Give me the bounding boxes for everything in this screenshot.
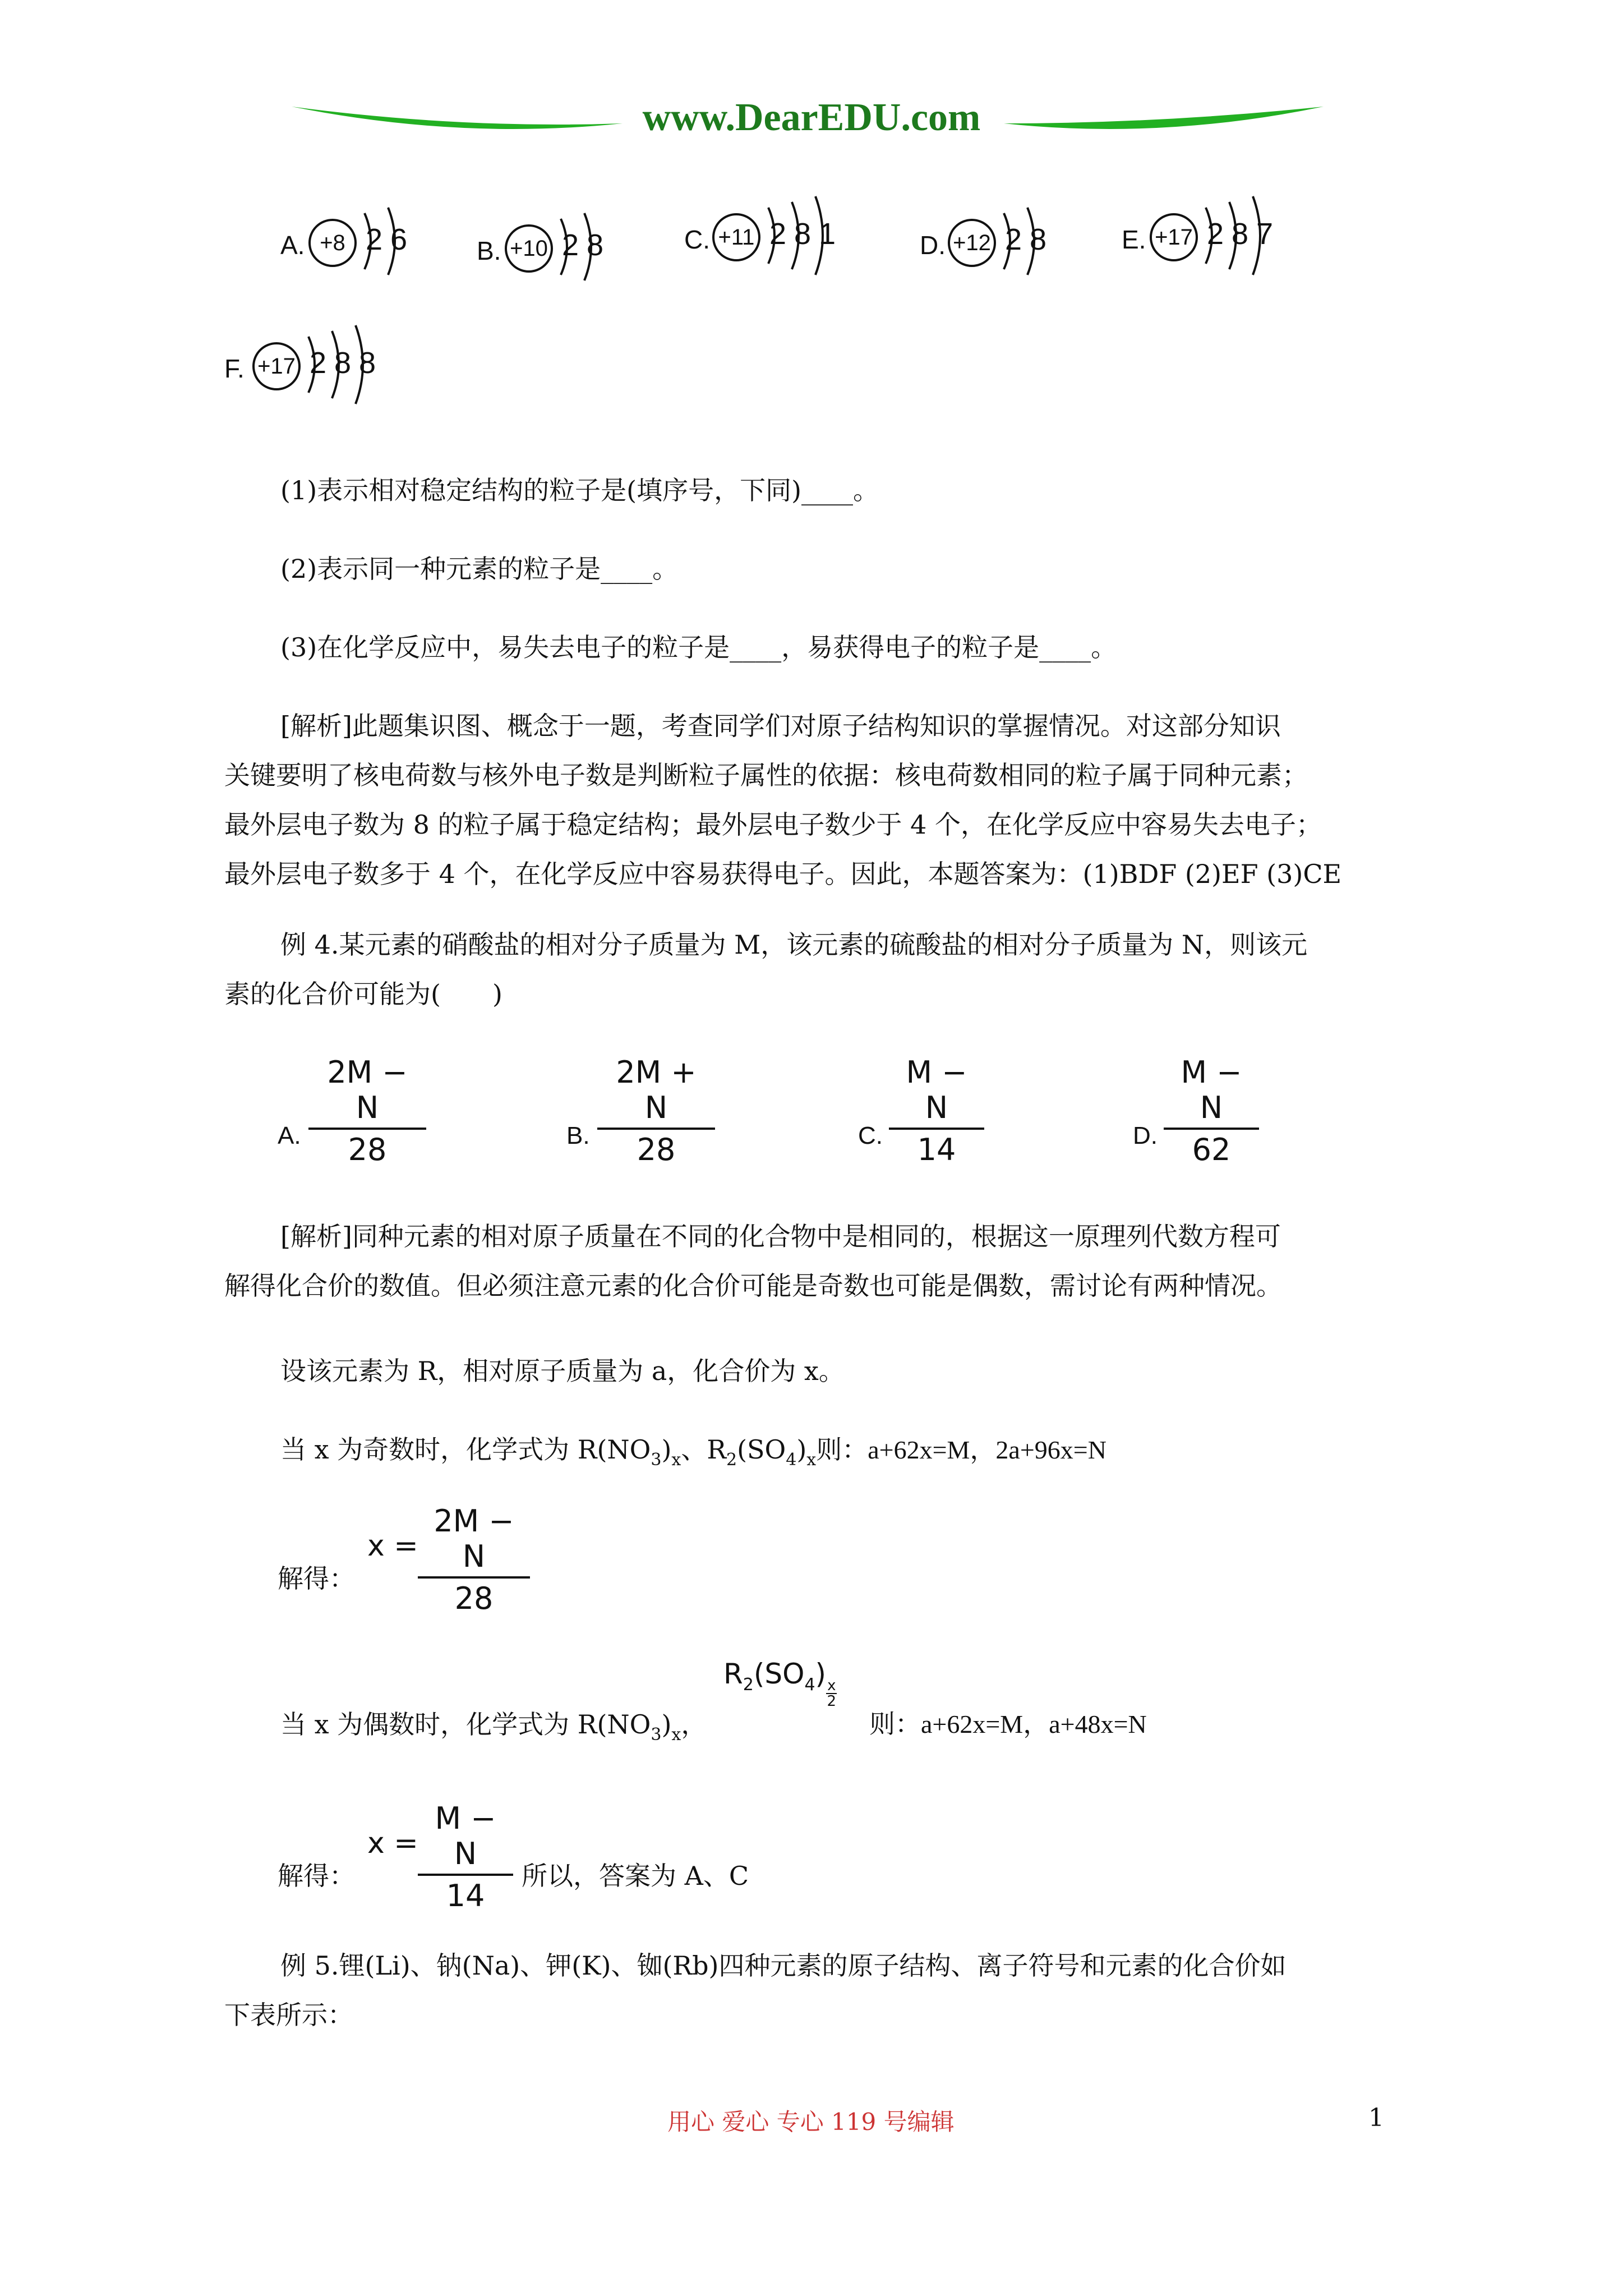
shell-2: 8 xyxy=(1232,217,1249,251)
solution1-lhs: x = xyxy=(367,1529,418,1563)
odd-case-line xyxy=(280,1425,1106,1478)
shell-2: 8 xyxy=(587,228,604,262)
atom-label: E. xyxy=(1122,225,1146,254)
shell-2: 6 xyxy=(390,223,408,256)
even-formula xyxy=(723,1658,837,1709)
atom-diagram-d xyxy=(920,196,1066,297)
option-label: B. xyxy=(566,1122,590,1149)
analysis-line-4: 最外层电子数多于 4 个，在化学反应中容易获得电子。因此，本题答案为：(1)BDF (2)EF (3)CE xyxy=(224,859,1342,889)
fraction-denominator: 62 xyxy=(1192,1132,1231,1167)
fraction-numerator: 2M − N xyxy=(308,1055,426,1130)
even-case-line xyxy=(280,1700,707,1753)
fraction-denominator: 28 xyxy=(454,1581,494,1616)
odd-sep: 、R xyxy=(681,1434,726,1465)
shell-3: 7 xyxy=(1256,217,1274,251)
atom-nucleus: +11 xyxy=(712,213,760,261)
even-subx: x xyxy=(671,1725,681,1745)
odd-so: (SO xyxy=(737,1434,786,1465)
option-b-fraction xyxy=(597,1055,715,1167)
atom-diagram-f xyxy=(224,320,393,421)
odd-suffix: 则：a+62x=M，2a+96x=N xyxy=(816,1435,1106,1464)
question-1: (1)表示相对稳定结构的粒子是(填序号，下同)____。 xyxy=(280,475,879,505)
even-close: ) xyxy=(661,1709,672,1740)
fraction-numerator: 2M − N xyxy=(418,1503,530,1579)
shell-1: 2 xyxy=(1207,217,1224,251)
formula-exp-num: x xyxy=(827,1677,836,1694)
even-sub3: 3 xyxy=(651,1725,662,1745)
atom-label: B. xyxy=(477,236,501,265)
atom-label: C. xyxy=(684,225,710,254)
formula-exp-den: 2 xyxy=(827,1693,837,1710)
atom-label: F. xyxy=(224,354,245,383)
page-number: 1 xyxy=(1368,2104,1384,2132)
even-comma: ， xyxy=(681,1709,707,1740)
answer-text: 所以，答案为 A、C xyxy=(522,1861,749,1891)
footer-text: 用心 爱心 专心 119 号编辑 xyxy=(667,2108,955,2136)
example5-line-1: 例 5.锂(Li)、钠(Na)、钾(K)、铷(Rb)四种元素的原子结构、离子符号和元素的化合价如 xyxy=(280,1950,1287,1981)
question-2: (2)表示同一种元素的粒子是____。 xyxy=(280,554,679,584)
option-d-fraction xyxy=(1164,1055,1259,1167)
analysis-line-3: 最外层电子数为 8 的粒子属于稳定结构；最外层电子数少于 4 个，在化学反应中容易失去电子； xyxy=(224,809,1322,840)
shell-3: 1 xyxy=(819,217,836,251)
analysis-line-2: 关键要明了核电荷数与核外电子数是判断粒子属性的依据：核电荷数相同的粒子属于同种元素； xyxy=(224,760,1308,790)
formula-close: ) xyxy=(815,1658,827,1690)
shell-3: 8 xyxy=(359,346,376,380)
analysis2-line-1: [解析]同种元素的相对原子质量在不同的化合物中是相同的，根据这一原理列代数方程可 xyxy=(280,1221,1281,1251)
shell-1: 2 xyxy=(769,217,787,251)
fraction-denominator: 14 xyxy=(446,1878,485,1913)
fraction-denominator: 28 xyxy=(348,1132,387,1167)
watermark-logo: www.DearEDU.com xyxy=(642,96,981,139)
fraction-denominator: 14 xyxy=(917,1132,956,1167)
analysis-line-1: [解析]此题集识图、概念于一题，考查同学们对原子结构知识的掌握情况。对这部分知识 xyxy=(280,711,1281,741)
odd-sub2: 2 xyxy=(726,1450,737,1470)
odd-subx2: x xyxy=(806,1450,817,1470)
option-a-fraction xyxy=(308,1055,426,1167)
shell-2: 8 xyxy=(794,217,811,251)
formula-sub4: 4 xyxy=(804,1675,815,1695)
option-label: A. xyxy=(278,1122,301,1149)
example4-line-1: 例 4.某元素的硝酸盐的相对分子质量为 M，该元素的硫酸盐的相对分子质量为 N，则该元 xyxy=(280,930,1308,960)
setup-line: 设该元素为 R，相对原子质量为 a，化合价为 x。 xyxy=(280,1356,845,1386)
atom-nucleus: +10 xyxy=(505,224,553,273)
solution2-fraction xyxy=(418,1801,513,1913)
shell-1: 2 xyxy=(366,223,383,256)
fraction-numerator: M − N xyxy=(418,1801,513,1876)
atom-diagram-e xyxy=(1122,191,1290,292)
option-label: D. xyxy=(1133,1122,1158,1149)
example5-line-2: 下表所示： xyxy=(224,2000,353,2030)
option-label: C. xyxy=(858,1122,883,1149)
odd-close: ) xyxy=(661,1434,672,1465)
odd-sub3: 3 xyxy=(651,1450,662,1470)
solve-label-2: 解得： xyxy=(278,1861,355,1891)
formula-sub2: 2 xyxy=(743,1675,754,1695)
shell-1: 2 xyxy=(310,346,327,380)
fraction-numerator: 2M + N xyxy=(597,1055,715,1130)
odd-prefix: 当 x 为奇数时，化学式为 R(NO xyxy=(280,1434,651,1465)
fraction-numerator: M − N xyxy=(1164,1055,1259,1130)
even-suffix: 则：a+62x=M，a+48x=N xyxy=(869,1710,1147,1738)
solution2-lhs: x = xyxy=(367,1826,418,1860)
solution1-fraction xyxy=(418,1503,530,1616)
fraction-numerator: M − N xyxy=(889,1055,984,1130)
odd-close2: ) xyxy=(796,1434,807,1465)
formula-so: (SO xyxy=(753,1658,805,1690)
atom-nucleus: +8 xyxy=(308,219,357,267)
odd-subx: x xyxy=(671,1450,681,1470)
question-3: (3)在化学反应中，易失去电子的粒子是____，易获得电子的粒子是____。 xyxy=(280,632,1117,662)
fraction-denominator: 28 xyxy=(637,1132,676,1167)
solve-label-1: 解得： xyxy=(278,1563,355,1594)
atom-nucleus: +17 xyxy=(252,342,301,390)
atom-label: A. xyxy=(280,231,305,260)
odd-sub4: 4 xyxy=(786,1450,797,1470)
shell-1: 2 xyxy=(1005,223,1022,256)
atom-diagram-a xyxy=(280,196,426,297)
atom-diagram-c xyxy=(684,191,852,292)
even-prefix: 当 x 为偶数时，化学式为 R(NO xyxy=(280,1709,651,1740)
shell-1: 2 xyxy=(562,228,579,262)
formula-r: R xyxy=(723,1658,743,1690)
example4-line-2: 素的化合价可能为( ) xyxy=(224,979,502,1009)
analysis2-line-2: 解得化合价的数值。但必须注意元素的化合价可能是奇数也可能是偶数，需讨论有两种情况。 xyxy=(224,1271,1282,1301)
atom-diagram-b xyxy=(477,202,623,303)
option-c-fraction xyxy=(889,1055,984,1167)
atom-nucleus: +17 xyxy=(1150,213,1198,261)
atom-nucleus: +12 xyxy=(948,219,996,267)
shell-2: 8 xyxy=(334,346,352,380)
shell-2: 8 xyxy=(1030,223,1047,256)
atom-label: D. xyxy=(920,231,946,260)
